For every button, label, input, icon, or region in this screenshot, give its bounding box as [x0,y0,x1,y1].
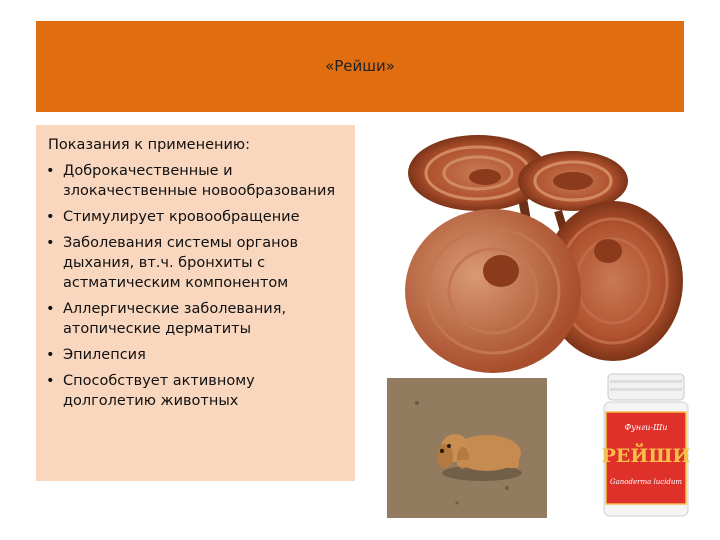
reishi-jar-image [596,372,696,520]
list-item-text: Заболевания системы органов дыхания, вт.ч. бронхиты с астматическим компонентом [63,235,299,291]
list-item-text: Доброкачественные и злокачественные новообразования [63,163,336,199]
bullet-icon: • [46,235,55,251]
jar-latin-text: Ganoderma lucidum [609,478,683,486]
list-item-text: Стимулирует кровообращение [63,209,300,225]
bullet-icon: • [46,209,55,225]
list-item [46,299,346,339]
list-item [46,233,346,293]
bullet-icon: • [46,373,55,389]
list-item-text: Аллергические заболевания, атопические дерматиты [63,301,287,337]
indications-panel [36,125,355,481]
title-bar [36,21,684,112]
indications-heading: Показания к применению: [48,137,250,153]
bullet-icon: • [46,347,55,363]
list-item [46,161,346,201]
indications-list [46,161,346,417]
list-item [46,345,346,365]
slide-title: «Рейши» [325,57,395,75]
list-item [46,371,346,411]
reishi-mushroom-image [383,121,683,376]
jar-brand-text: Фунги-Ши [624,423,668,432]
list-item-text: Способствует активному долголетию животных [63,373,255,409]
list-item-text: Эпилепсия [63,347,146,363]
jar-name-text: РЕЙШИ [601,445,691,467]
dog-photo [387,378,547,518]
bullet-icon: • [46,163,55,179]
bullet-icon: • [46,301,55,317]
list-item [46,207,346,227]
